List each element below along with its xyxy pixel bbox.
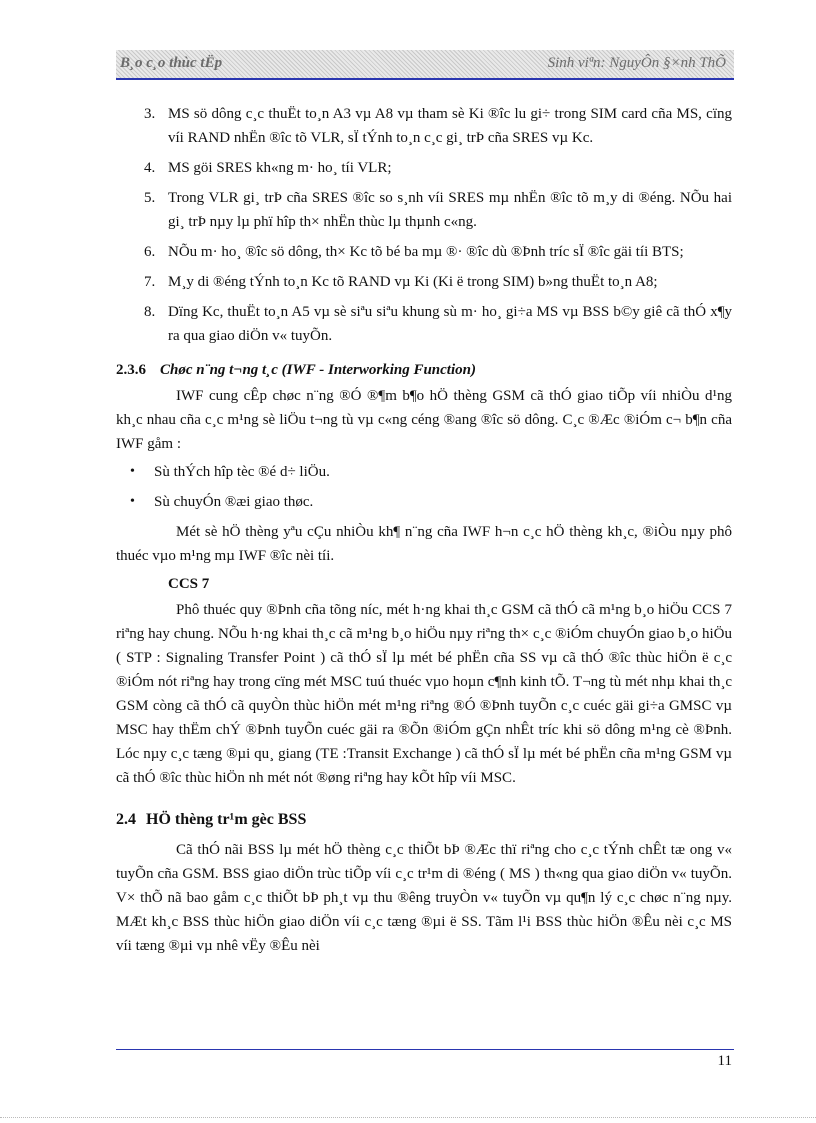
paragraph-iwf-requirements: Mét sè hÖ thèng yªu cÇu nhiÒu kh¶ n¨ng cña IWF h¬n c¸c hÖ thèng kh¸c, ®iÒu nµy phô thuéc vµo m¹ng mµ IWF ®îc nèi tíi. — [116, 524, 732, 564]
page-bottom-border — [0, 1117, 816, 1118]
section-title: HÖ thèng tr¹m gèc BSS — [146, 811, 307, 828]
section-number: 2.3.6 — [116, 362, 146, 378]
list-item-text: MS sö dông c¸c thuËt to¸n A3 vµ A8 vµ tham sè Ki ®îc lu gi÷ trong SIM card cña MS, cïng víi RAND nhËn ®îc tõ VLR, sÏ tÝnh to¸n c¸c gi¸ trÞ cña SRES vµ Kc. — [168, 106, 732, 146]
section-heading-2-4 — [116, 808, 732, 832]
list-item-text: NÕu m· ho¸ ®îc sö dông, th× Kc tõ bé ba mµ ®· ®îc dù ®Þnh tríc sÏ ®îc gäi tíi BTS; — [168, 244, 684, 260]
list-number: 4. — [144, 160, 156, 176]
section-title: Chøc n¨ng t¬ng t¸c (IWF - Interworking Function) — [160, 362, 476, 378]
bullet-text: Sù chuyÓn ®æi giao thøc. — [154, 494, 314, 510]
header-report-title: B¸o c¸o thùc tËp — [120, 55, 223, 71]
list-item-text: Dïng Kc, thuËt to¸n A5 vµ sè siªu siªu khung sù m· ho¸ gi÷a MS vµ BSS b©y giê cã thÓ x¶y ra qua giao diÖn v« tuyÕn. — [168, 304, 732, 344]
ccs7-label: CCS 7 — [168, 576, 210, 592]
list-item — [116, 300, 732, 348]
header-student-name: Sinh viªn: NguyÔn §×nh ThÕ — [547, 55, 726, 71]
list-item-text: M¸y di ®éng tÝnh to¸n Kc tõ RAND vµ Ki (Ki ë trong SIM) b»ng thuËt to¸n A8; — [168, 274, 658, 290]
list-number: 8. — [144, 304, 156, 320]
section-heading-2-3-6 — [116, 358, 732, 382]
list-number: 6. — [144, 244, 156, 260]
section-number: 2.4 — [116, 811, 136, 828]
paragraph-ccs7: Phô thuéc quy ®Þnh cña tõng níc, mét h·ng khai th¸c GSM cã thÓ cã m¹ng b¸o hiÖu CCS 7 riªng hay chung. NÕu h·ng khai th¸c cã m¹ng b¸o hiÖu nµy riªng th× c¸c ®iÓm chuyÓn giao b¸o hiÖu ( STP : Signaling Transfer Point ) cã thÓ sÏ lµ mét bé phËn cña SS vµ cã thÓ ®îc thùc hiÖn ë c¸c ®iÓm nót riªng hay trong cïng mét MSC tuú thuéc vµo hoµn c¶nh kinh tÕ. T¬ng tù mét nhµ khai th¸c GSM còng cã thÓ cã quyÒn thùc hiÖn mét m¹ng riªng ®Ó ®Þnh tuyÕn c¸c cuéc gäi gi÷a GMSC vµ MSC hay thËm chÝ ®Þnh tuyÕn cuéc gäi ra ®Õn ®iÓm gÇn nhÊt tríc khi sö dông m¹ng cè ®Þnh. Lóc nµy c¸c tæng ®µi qu¸ giang (TE :Transit Exchange ) cã thÓ sÏ lµ mét bé phËn cña m¹ng GSM vµ cã thÓ ®îc thùc hiÖn nh mét nót ®øng riªng hay kÕt hîp víi MSC. — [116, 602, 732, 786]
page-header — [116, 50, 734, 78]
list-item-text: MS göi SRES kh«ng m· ho¸ tíi VLR; — [168, 160, 392, 176]
page-body — [116, 102, 732, 962]
list-item-text: Trong VLR gi¸ trÞ cña SRES ®îc so s¸nh víi SRES mµ nhËn ®îc tõ m¸y di ®éng. NÕu hai gi¸ trÞ nµy lµ phï hîp th× nhËn thùc lµ thµnh c«ng. — [168, 190, 732, 230]
page-number: 11 — [717, 1053, 732, 1069]
list-item — [116, 270, 732, 294]
list-item — [116, 102, 732, 150]
list-number: 5. — [144, 190, 156, 206]
bullet-text: Sù thÝch hîp tèc ®é d÷ liÖu. — [154, 464, 330, 480]
list-item — [116, 156, 732, 180]
paragraph-iwf-intro: IWF cung cÊp chøc n¨ng ®Ó ®¶m b¶o hÖ thèng GSM cã thÓ giao tiÕp víi nhiÒu d¹ng kh¸c nhau cña c¸c m¹ng sè liÖu t¬ng tù vµ c«ng céng ®ang ®îc sö dông. C¸c ®Æc ®iÓm c¬ b¶n cña IWF gåm : — [116, 388, 732, 452]
bullet-icon: • — [130, 494, 135, 509]
list-number: 7. — [144, 274, 156, 290]
bullet-icon: • — [130, 464, 135, 479]
list-number: 3. — [144, 106, 156, 122]
list-item — [116, 186, 732, 234]
list-item — [116, 240, 732, 264]
header-rule — [116, 78, 734, 80]
footer-rule — [116, 1049, 734, 1050]
bullet-item — [116, 460, 732, 484]
paragraph-bss: Cã thÓ nãi BSS lµ mét hÖ thèng c¸c thiÕt bÞ ®Æc thï riªng cho c¸c tÝnh chÊt tæ ong v« tuyÕn cña GSM. BSS giao diÖn trùc tiÕp víi c¸c tr¹m di ®éng ( MS ) th«ng qua giao diÖn v« tuyÕn. V× thÕ nã bao gåm c¸c thiÕt bÞ ph¸t vµ thu ®êng truyÒn v« tuyÕn vµ qu¶n lý c¸c chøc n¨ng nµy. MÆt kh¸c BSS thùc hiÖn giao diÖn víi c¸c tæng ®µi ë SS. Tãm l¹i BSS thùc hiÖn ®Êu nèi c¸c MS víi tæng ®µi vµ nhê vËy ®Êu nèi — [116, 842, 732, 954]
bullet-item — [116, 490, 732, 514]
